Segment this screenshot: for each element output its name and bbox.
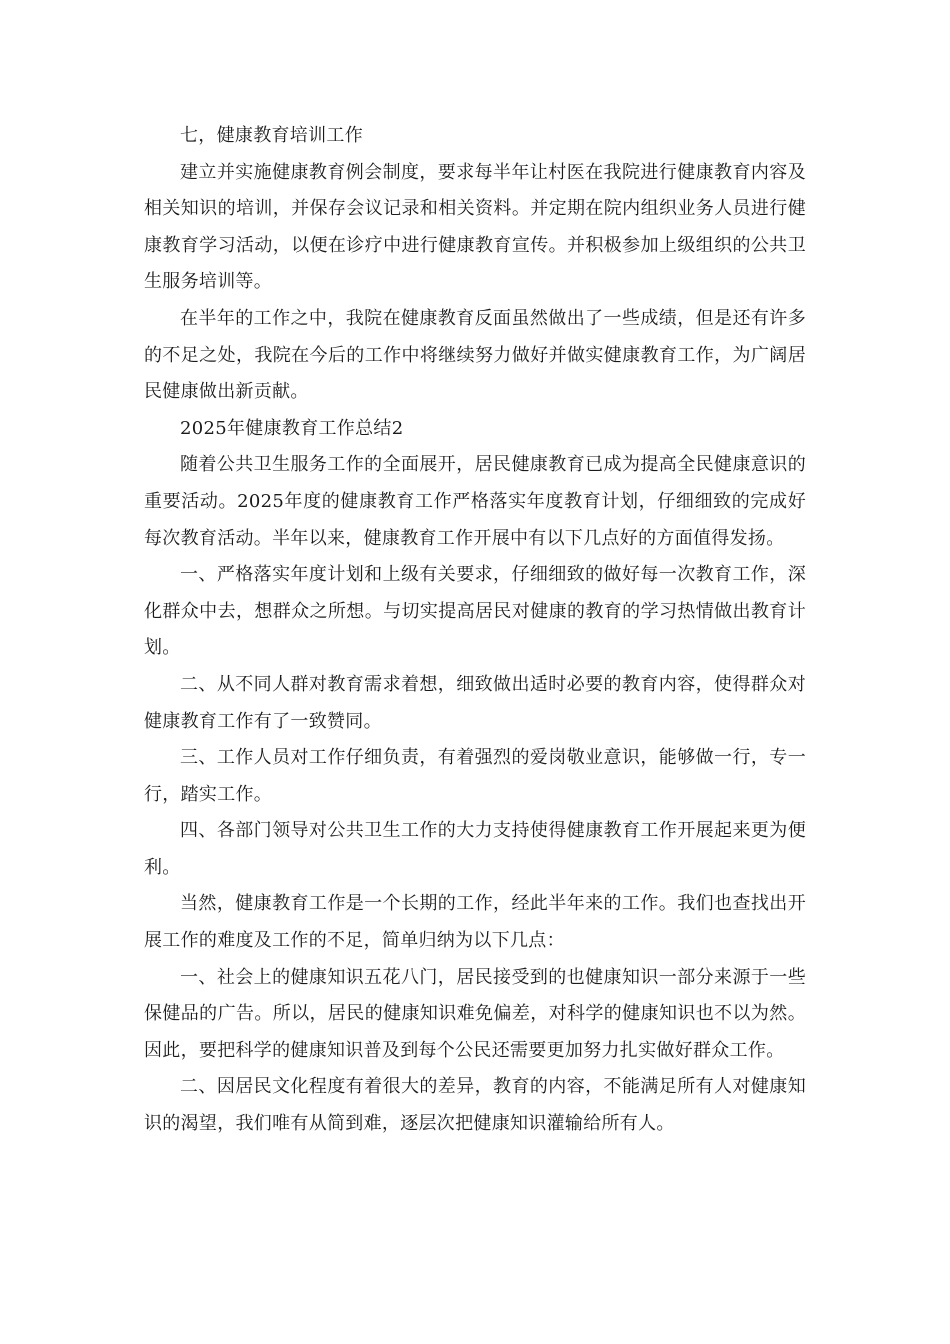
paragraph-intro: 随着公共卫生服务工作的全面展开，居民健康教育已成为提高全民健康意识的重要活动。2025年度的健康教育工作严格落实年度教育计划，仔细细致的完成好每次教育活动。半年以来，健康教育工作开展中有以下几点好的方面值得发扬。 [144, 454, 806, 549]
document-title-summary-2: 2025年健康教育工作总结2 [180, 417, 404, 439]
paragraph-point-4: 四、各部门领导对公共卫生工作的大力支持使得健康教育工作开展起来更为便利。 [144, 820, 806, 878]
paragraph-issue-2: 二、因居民文化程度有着很大的差异，教育的内容，不能满足所有人对健康知识的渴望，我们唯有从简到难，逐层次把健康知识灌输给所有人。 [144, 1076, 806, 1135]
paragraph-shortcomings-intro: 当然，健康教育工作是一个长期的工作，经此半年来的工作。我们也查找出开展工作的难度及工作的不足，简单归纳为以下几点： [144, 893, 806, 952]
paragraph-half-year-summary: 在半年的工作之中，我院在健康教育反面虽然做出了一些成绩，但是还有许多的不足之处，我院在今后的工作中将继续努力做好并做实健康教育工作，为广阔居民健康做出新贡献。 [144, 307, 806, 403]
paragraph-point-1: 一、严格落实年度计划和上级有关要求，仔细细致的做好每一次教育工作，深化群众中去，想群众之所想。与切实提高居民对健康的教育的学习热情做出教育计划。 [144, 564, 806, 659]
paragraph-point-3: 三、工作人员对工作仔细负责，有着强烈的爱岗敬业意识，能够做一行，专一行，踏实工作。 [144, 747, 806, 805]
section-heading-health-training: 七，健康教育培训工作 [180, 125, 363, 146]
paragraph-point-2: 二、从不同人群对教育需求着想，细致做出适时必要的教育内容，使得群众对健康教育工作有了一致赞同。 [144, 673, 806, 732]
document-body [144, 118, 806, 1143]
paragraph-training-system: 建立并实施健康教育例会制度，要求每半年让村医在我院进行健康教育内容及相关知识的培训，并保存会议记录和相关资料。并定期在院内组织业务人员进行健康教育学习活动，以便在诊疗中进行健康教育宣传。并积极参加上级组织的公共卫生服务培训等。 [144, 161, 806, 293]
paragraph-issue-1: 一、社会上的健康知识五花八门，居民接受到的也健康知识一部分来源于一些保健品的广告。所以，居民的健康知识难免偏差，对科学的健康知识也不以为然。因此，要把科学的健康知识普及到每个公民还需要更加努力扎实做好群众工作。 [144, 966, 806, 1061]
